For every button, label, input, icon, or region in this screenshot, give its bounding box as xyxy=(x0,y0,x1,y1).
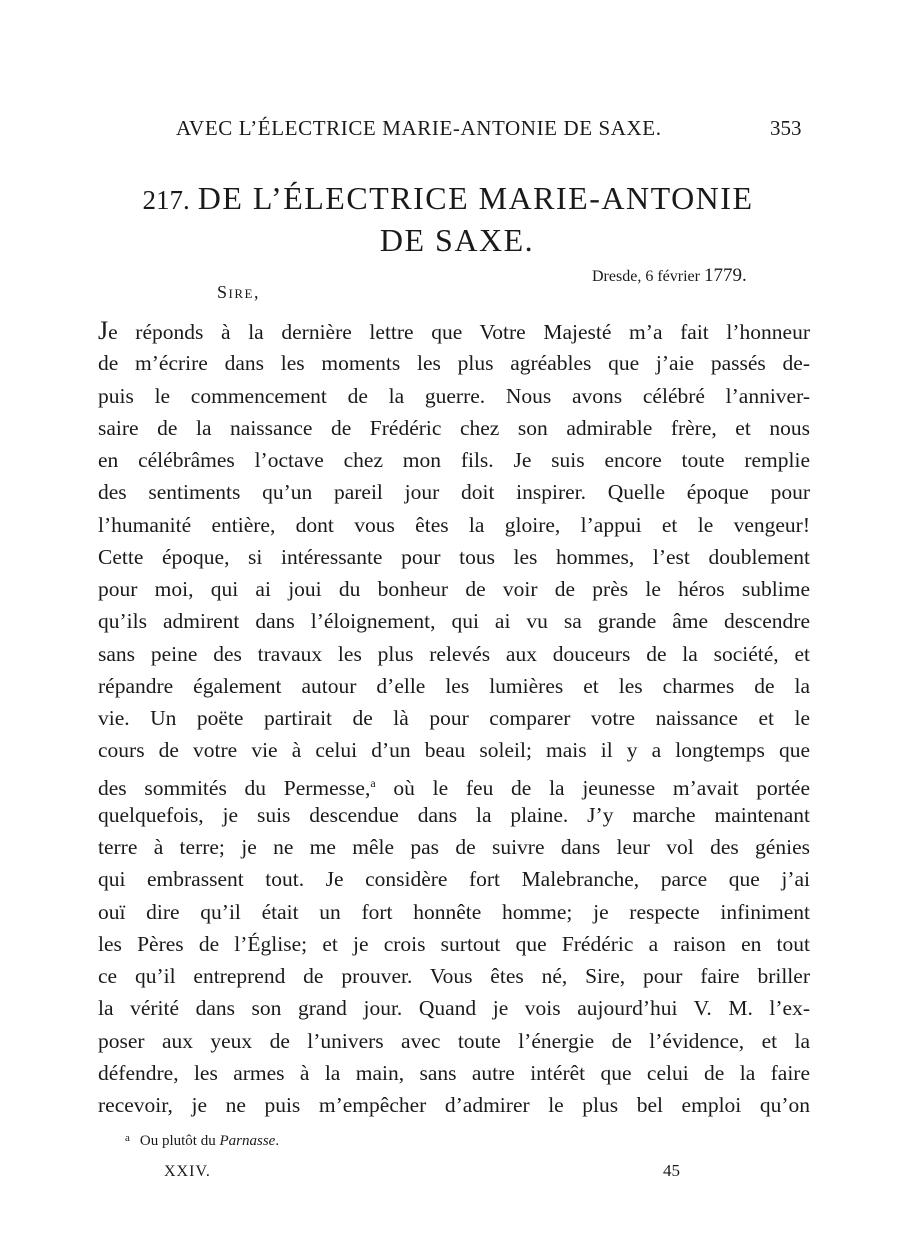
letter-heading-line-1 xyxy=(0,180,898,217)
body-line-part: où le feu de la jeunesse m’avait portée xyxy=(375,775,810,800)
page-number: 353 xyxy=(770,116,802,140)
body-line: recevoir, je ne puis m’empêcher d’admirer le plus bel emploi qu’on xyxy=(98,1093,810,1117)
body-line: pour moi, qui ai joui du bonheur de voir de près le héros sublime xyxy=(98,577,810,601)
footnote-end: . xyxy=(275,1133,280,1149)
body-line: défendre, les armes à la main, sans autre intérêt que celui de la faire xyxy=(98,1060,810,1085)
salutation: Sire, xyxy=(217,282,260,302)
body-line-with-footnote-ref xyxy=(98,767,810,799)
footnote-text: Ou plutôt du xyxy=(139,1133,220,1149)
body-line: saire de la naissance de Frédéric chez son admirable frère, et nous xyxy=(98,415,810,440)
body-line: ce qu’il entreprend de prouver. Vous êtes né, Sire, pour faire briller xyxy=(98,964,810,988)
footnote-mark: a xyxy=(125,1132,130,1144)
letter-number: 217. xyxy=(142,185,190,215)
letter-body xyxy=(98,315,810,1121)
signature-number: 45 xyxy=(663,1161,680,1180)
body-line-part: des sommités du Permesse, xyxy=(98,775,371,800)
body-line: cours de votre vie à celui d’un beau soleil; mais il y a longtemps que xyxy=(98,738,810,763)
body-line: en célébrâmes l’octave chez mon fils. Je suis encore toute remplie xyxy=(98,448,810,472)
body-line: quelquefois, je suis descendue dans la plaine. J’y marche maintenant xyxy=(98,802,810,827)
body-line: des sentiments qu’un pareil jour doit inspirer. Quelle époque pour xyxy=(98,480,810,505)
footnote-reference: a xyxy=(370,775,376,790)
body-line: qui embrassent tout. Je considère fort Malebranche, parce que j’ai xyxy=(98,867,810,892)
body-line: poser aux yeux de l’univers avec toute l’énergie de l’évidence, et la xyxy=(98,1028,810,1053)
dateline-year: 1779. xyxy=(703,265,747,286)
dateline xyxy=(592,265,747,287)
body-line: de m’écrire dans les moments les plus agréables que j’aie passés de- xyxy=(98,351,810,376)
body-line: terre à terre; je ne me mêle pas de suivre dans leur vol des génies xyxy=(98,835,810,859)
body-line: Je réponds à la dernière lettre que Votre Majesté m’a fait l’honneur xyxy=(98,316,810,345)
body-line: l’humanité entière, dont vous êtes la gloire, l’appui et le vengeur! xyxy=(98,512,810,537)
dateline-place-date: Dresde, 6 février xyxy=(592,268,704,285)
body-line: ouï dire qu’il était un fort honnête homme; je respecte infiniment xyxy=(98,899,810,924)
letter-heading-text: DE L’ÉLECTRICE MARIE-ANTONIE xyxy=(197,180,754,216)
body-line: vie. Un poëte partirait de là pour comparer votre naissance et le xyxy=(98,706,810,730)
body-line: répandre également autour d’elle les lumières et les charmes de la xyxy=(98,673,810,698)
body-line: Cette époque, si intéressante pour tous les hommes, l’est doublement xyxy=(98,544,810,569)
running-head: AVEC L’ÉLECTRICE MARIE-ANTONIE DE SAXE. xyxy=(176,116,662,140)
body-line: les Pères de l’Église; et je crois surtout que Frédéric a raison en tout xyxy=(98,931,810,956)
footnote xyxy=(125,1132,279,1150)
body-line: qu’ils admirent dans l’éloignement, qui ai vu sa grande âme descendre xyxy=(98,609,810,634)
signature-mark: XXIV. xyxy=(164,1163,211,1180)
body-line: puis le commencement de la guerre. Nous avons célébré l’anniver- xyxy=(98,383,810,408)
body-line: la vérité dans son grand jour. Quand je vois aujourd’hui V. M. l’ex- xyxy=(98,996,810,1021)
footnote-italic: Parnasse xyxy=(219,1133,276,1149)
letter-heading-line-2: DE SAXE. xyxy=(379,222,535,258)
body-line: sans peine des travaux les plus relevés aux douceurs de la société, et xyxy=(98,641,810,666)
